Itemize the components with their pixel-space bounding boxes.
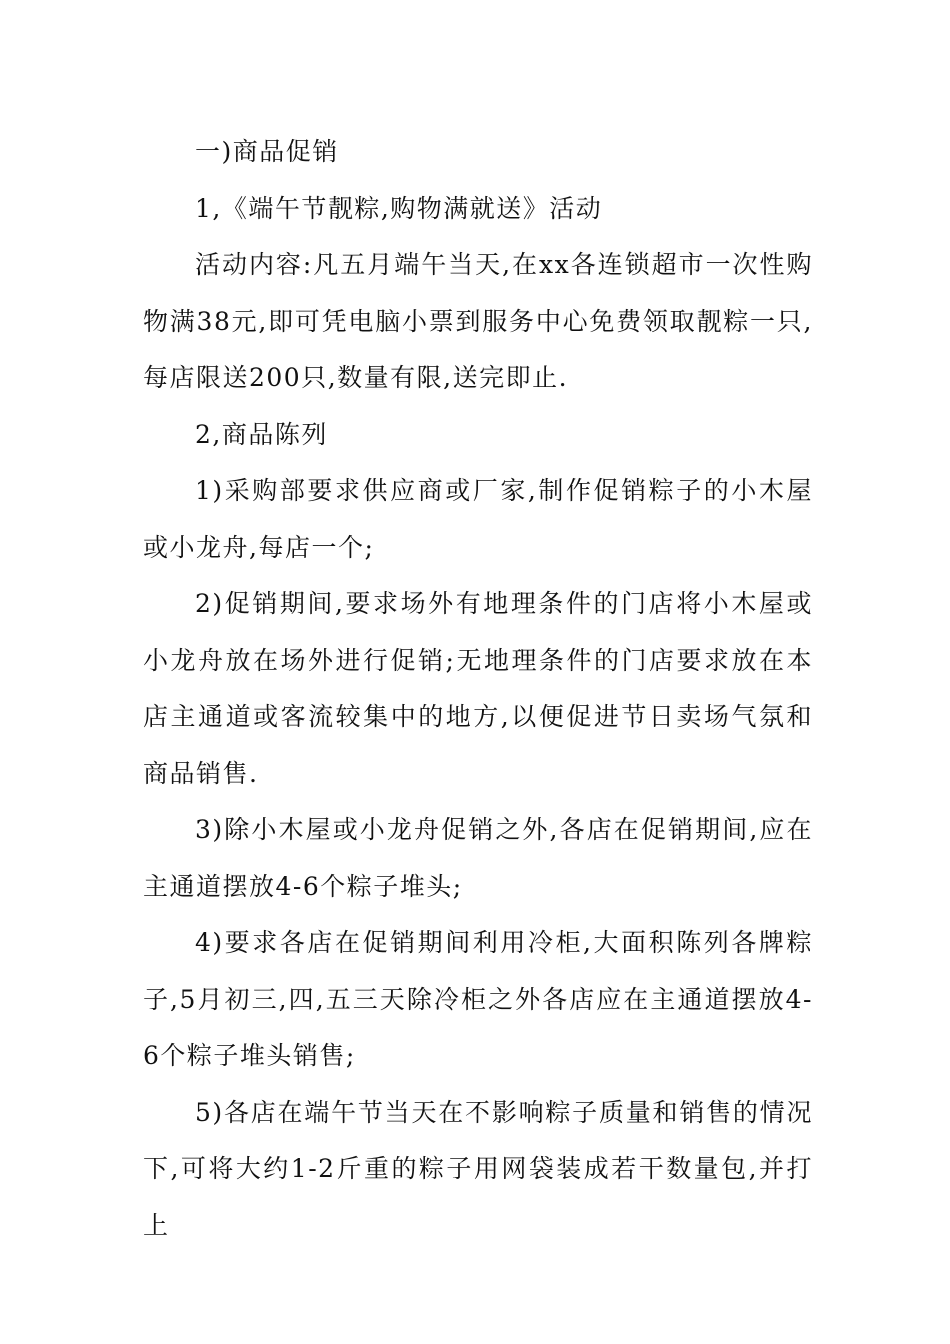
display-item-3: 3)除小木屋或小龙舟促销之外,各店在促销期间,应在主通道摆放4-6个粽子堆头; — [143, 815, 813, 901]
display-item-2: 2)促销期间,要求场外有地理条件的门店将小木屋或小龙舟放在场外进行促销;无地理条件的门店要求放在本店主通道或客流较集中的地方,以便促进节日卖场气氛和商品销售. — [143, 589, 813, 788]
document-body — [143, 124, 813, 1254]
display-item-4: 4)要求各店在促销期间利用冷柜,大面积陈列各牌粽子,5月初三,四,五三天除冷柜之外各店应在主通道摆放4-6个粽子堆头销售; — [143, 928, 813, 1070]
display-item-5: 5)各店在端午节当天在不影响粽子质量和销售的情况下,可将大约1-2斤重的粽子用网袋装成若干数量包,并打上 — [143, 1097, 813, 1240]
activity-title: 1,《端午节靓粽,购物满就送》活动 — [195, 193, 603, 223]
activity-content-paragraph: 活动内容:凡五月端午当天,在xx各连锁超市一次性购物满38元,即可凭电脑小票到服务中心免费领取靓粽一只,每店限送200只,数量有限,送完即止. — [143, 250, 813, 392]
display-heading: 2,商品陈列 — [195, 419, 328, 449]
section-heading: 一)商品促销 — [195, 137, 339, 166]
display-item-1: 1)采购部要求供应商或厂家,制作促销粽子的小木屋或小龙舟,每店一个; — [143, 476, 813, 562]
